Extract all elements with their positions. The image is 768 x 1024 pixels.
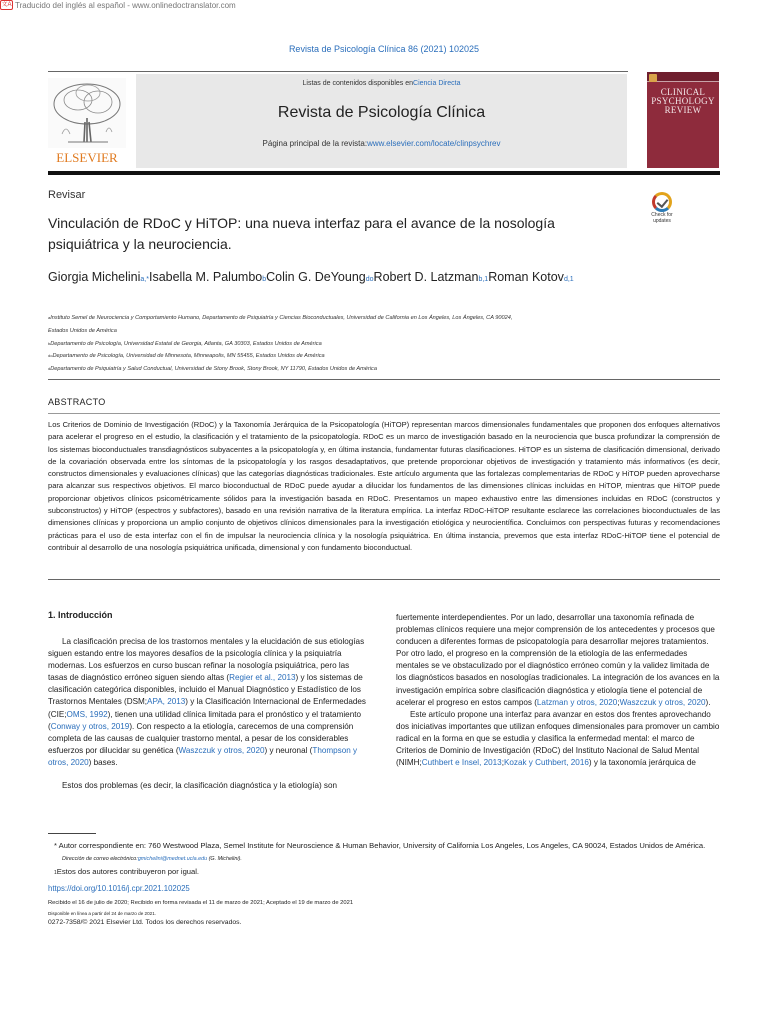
check-for-updates-badge[interactable] xyxy=(646,192,678,228)
author-affiliation-marker[interactable]: b,1 xyxy=(478,276,489,283)
abstract-heading-rule xyxy=(48,413,720,414)
check-updates-icon xyxy=(652,192,672,212)
footnotes xyxy=(48,840,720,927)
paragraph-text: ), tienen una utilidad clínica limitada para el pronóstico y el tratamiento ( xyxy=(48,709,361,731)
cover-publisher-icon xyxy=(649,74,657,82)
citation-link[interactable]: Waszczuk y otros, 2020 xyxy=(178,745,265,755)
paragraph-text: ). xyxy=(705,697,711,707)
email-link[interactable]: gmichelini@mednet.ucla.edu xyxy=(137,856,208,862)
footnote-rule xyxy=(48,833,96,834)
article-type: Revisar xyxy=(48,189,86,201)
header-bottom-rule xyxy=(48,171,720,175)
intro-paragraph-2: Estos dos problemas (es decir, la clasificación diagnóstica y la etiología) son xyxy=(62,781,338,791)
copyright: 0272-7358/© 2021 Elsevier Ltd. Todos los derechos reservados. xyxy=(48,919,242,926)
paragraph-text: ) y los sistemas de clasificación categórica disponibles, incluido el Manual Diagnóstico y Estadístico de los Trastornos Mentales (DSM; xyxy=(48,673,363,707)
author-affiliation-marker[interactable]: b xyxy=(262,276,267,283)
sciencedirect-link[interactable]: Ciencia Directa xyxy=(413,80,461,87)
citation-link[interactable]: Latzman y otros, 2020 xyxy=(536,697,618,707)
journal-cover[interactable] xyxy=(647,72,719,168)
paragraph-text: ) y neuronal ( xyxy=(264,745,313,755)
affiliation-line xyxy=(48,338,628,351)
journal-header xyxy=(136,74,627,168)
paragraph-text: ; xyxy=(501,758,504,768)
author-affiliation-marker[interactable]: a,* xyxy=(140,276,149,283)
affiliation-line xyxy=(48,350,628,363)
received-dates: Recibido el 16 de julio de 2020; Recibido en forma revisada el 11 de marzo de 2021; Aceptado el 19 de marzo de 2021 xyxy=(48,900,354,906)
intro-paragraph-3 xyxy=(396,709,720,769)
paragraph-text: ) y la Clasificación Internacional de Enfermedades (CIE; xyxy=(48,697,366,719)
affiliation-text: Departamento de Psicología, Universidad Estatal de Georgia, Atlanta, GA 30303, Estados Unidos de América xyxy=(50,340,322,347)
article-title: Vinculación de RDoC y HiTOP: una nueva interfaz para el avance de la nosología psiquiátrica y la neurociencia. xyxy=(48,215,555,252)
citation-link[interactable]: Thompson y otros, 2020 xyxy=(48,745,358,767)
translator-banner-text: Traducido del inglés al español - www.onlinedoctranslator.com xyxy=(15,0,236,10)
citation-link[interactable]: Conway y otros, 2019 xyxy=(50,721,130,731)
affiliation-marker: a xyxy=(48,315,51,320)
affiliation-text: Estados Unidos de América xyxy=(48,327,117,334)
citation-link[interactable]: Kozak y Cuthbert, 2016 xyxy=(503,758,589,768)
author-affiliation-marker[interactable]: do xyxy=(365,276,374,283)
abstract-top-rule xyxy=(48,379,720,380)
citation-link[interactable]: APA, 2013 xyxy=(147,697,186,707)
abstract-bottom-rule xyxy=(48,579,720,580)
paragraph-text: ; xyxy=(617,697,620,707)
availability-prefix: Listas de contenidos disponibles en xyxy=(302,80,414,87)
journal-title: Revista de Psicología Clínica xyxy=(277,104,486,121)
journal-homepage xyxy=(136,139,627,148)
equal-contribution-note xyxy=(48,866,720,879)
paragraph-text: Este artículo propone una interfaz para avanzar en estos dos frentes aprovechando dos iniciativas importantes que utilizan enfoques dimensionales para promover un cambio radical en la forma en que se estudia y clasifica la enfermedad mental: el marco de Criterios de Dominio de Investigación (RDoC) del Instituto Nacional de Salud Mental (NIMH; xyxy=(396,709,720,768)
affiliations xyxy=(48,312,628,376)
paragraph-text: ) y la taxonomía jerárquica de xyxy=(588,758,696,768)
paragraph-text: ) bases. xyxy=(88,757,118,767)
check-updates-label-2: updates xyxy=(653,218,671,224)
paragraph-text: ). Con respecto a la etiología, carecemos de una comprensión completa de las causas de cualquier trastorno mental, a pesar de los considerables esfuerzos por dilucidar su genética ( xyxy=(48,721,354,755)
affiliation-text: Departamento de Psicología, Universidad de Minnesota, Minneapolis, MN 55455, Estados Unidos de América xyxy=(52,353,325,360)
translator-banner[interactable] xyxy=(0,0,236,10)
cover-title xyxy=(647,88,719,115)
affiliation-text: Instituto Semel de Neurociencia y Comportamiento Humano, Departamento de Psiquiatría y Ciencias Bioconductuales, Universidad de California en Los Ángeles, Los Ángeles, CA 90024, xyxy=(50,315,513,321)
translate-icon: 文A xyxy=(1,2,12,8)
journal-homepage-link[interactable]: www.elsevier.com/locate/clinpsychrev xyxy=(367,139,501,148)
author-name[interactable]: Colin G. DeYoung xyxy=(266,270,366,284)
online-date: Disponible en línea a partir del 24 de marzo de 2021. xyxy=(48,911,157,916)
left-column xyxy=(48,636,368,792)
right-column xyxy=(396,612,720,769)
affiliation-marker: b xyxy=(48,340,51,346)
section-heading-introduction: 1. Introducción xyxy=(48,610,113,620)
intro-paragraph-1 xyxy=(48,636,368,769)
elsevier-wordmark: ELSEVIER xyxy=(56,150,118,164)
elsevier-tree-icon xyxy=(48,78,126,164)
citation-link[interactable]: Waszczuk y otros, 2020 xyxy=(619,697,706,707)
elsevier-logo xyxy=(48,78,126,164)
cover-title-line-3: REVIEW xyxy=(664,105,702,115)
header-top-rule xyxy=(48,71,628,72)
author-affiliation-marker[interactable]: d,1 xyxy=(563,276,574,283)
citation-link[interactable]: Regier et al., 2013 xyxy=(229,673,296,683)
affiliation-line xyxy=(48,363,628,376)
affiliation-line xyxy=(48,325,628,338)
citation-link[interactable]: Cuthbert e Insel, 2013 xyxy=(421,758,502,768)
paragraph-text: La clasificación precisa de los trastornos mentales y la elucidación de sus etiologías siguen estando entre los mayores desafíos de la psicología clínica y la psiquiatría modernas. Los esfuerzos en curso buscan refinar la nosología psiquiátrica, pero las tasas de diagnóstico erróneo siguen siendo altas ( xyxy=(48,637,365,683)
affiliation-marker: do xyxy=(48,353,53,359)
cover-title-line-1: CLINICAL xyxy=(660,87,706,97)
journal-reference[interactable]: Revista de Psicología Clínica 86 (2021) 102025 xyxy=(288,44,480,54)
intro-paragraph-2-cont xyxy=(396,612,720,709)
contents-availability xyxy=(136,80,627,87)
email-line xyxy=(48,852,720,866)
contrib-marker: 1 xyxy=(54,870,57,876)
author-name[interactable]: Roman Kotov xyxy=(488,270,564,284)
paragraph-text: fuertemente interdependientes. Por un lado, desarrollar una taxonomía refinada de problemas clínicos requiere una mejor comprensión de los antecedentes y procesos que conducen a diferentes formas de psicopatología para desarrollar mejores tratamientos. Por otro lado, el progreso en la comprensión de la etiología de las enfermedades mentales se ve obstaculizado por el diagnóstico erróneo común y la validez limitada de los diagnósticos basados en nosologías tradicionales. La integración de los avances en la investigación empírica sobre clasificación diagnóstica y etiología tiene el potencial de acelerar el progreso en estos campos ( xyxy=(396,613,720,707)
corresponding-author-note: * Autor correspondiente en: 760 Westwood Plaza, Semel Institute for Neuroscience & Human Behavior, University of California Los Angeles, Los Angeles, CA 90024, Estados Unidos de América. xyxy=(54,841,706,850)
email-suffix: (G. Michelini). xyxy=(208,856,242,862)
affiliation-line xyxy=(48,312,628,325)
cover-top-band xyxy=(647,72,719,82)
author-name[interactable]: Isabella M. Palumbo xyxy=(148,270,263,284)
contrib-text: Estos dos autores contribuyeron por igual. xyxy=(56,867,200,876)
email-prefix: Dirección de correo electrónico: xyxy=(62,856,138,862)
author-name[interactable]: Robert D. Latzman xyxy=(373,270,479,284)
doi-link[interactable]: https://doi.org/10.1016/j.cpr.2021.102025 xyxy=(48,884,190,893)
author-name[interactable]: Giorgia Michelini xyxy=(48,270,141,284)
abstract-text: Los Criterios de Dominio de Investigación (RDoC) y la Taxonomía Jerárquica de la Psicopatología (HiTOP) representan marcos dimensionales fundamentales que proponen dos enfoques alternativos para acelerar el progreso en el estudio, la clasificación y el tratamiento de la psicopatología. RDoC es un marco de investigación basado en la neurociencia que busca profundizar la comprensión de los sistemas bioconductuales transdiagnósticos subyacentes a la psicopatología y, en última instancia, fundamentar futuras clasificaciones. HiTOP es un sistema de clasificación dimensional, derivado de la covariación observada entre los síntomas de la psicopatología y los rasgos desadaptativos, que pretende proporcionar objetivos de investigación y tratamiento más informativos (es decir, constructos dimensionales y evaluaciones clínicas) que las categorías diagnósticas tradicionales. Este artículo argumenta que las fortalezas complementarias de RDoC y HiTOP pueden aprovecharse para alcanzar sus respectivos objetivos. El marco bioconductual de RDoC puede ayudar a dilucidar los fundamentos de las dimensiones clínicas incluidas en HiTOP, mientras que HiTOP puede proporcionar objetivos clínicos psicométricamente sólidos para la investigación basada en RDoC. Presentamos un mapeo exhaustivo entre las dimensiones incluidas en RDoC (constructos y subconstructos) y HiTOP (espectros y subfactores), basado en una revisión narrativa de la literatura empírica. La interfaz RDoC-HiTOP resultante esclarece las correlaciones bioconductuales de las dimensiones clínicas y proporciona un amplio conjunto de objetivos clínicos dimensionales para la investigación etiológica y neurocientífica. Concluimos con perspectivas futuras y recomendaciones prácticas para el uso de esta interfaz con el fin de impulsar la neurociencia clínica y la nosología psiquiátrica. En última instancia, prevemos que esta interfaz RDoC-HiTOP tiene el potencial de contribuir al desarrollo de una nosología psiquiátrica unificada, dimensional y con fundamento bioconductual. xyxy=(48,420,720,552)
citation-link[interactable]: OMS, 1992 xyxy=(66,709,108,719)
abstract-heading: ABSTRACTO xyxy=(48,397,106,407)
author-list xyxy=(48,268,608,289)
affiliation-text: Departamento de Psiquiatría y Salud Conductual, Universidad de Stony Brook, Stony Brook, NY 11790, Estados Unidos de América xyxy=(50,366,377,373)
check-updates-label-1: Check for xyxy=(651,212,673,218)
affiliation-marker: d xyxy=(48,366,51,372)
cover-title-line-2: PSYCHOLOGY xyxy=(651,96,715,106)
homepage-prefix: Página principal de la revista: xyxy=(262,139,368,148)
